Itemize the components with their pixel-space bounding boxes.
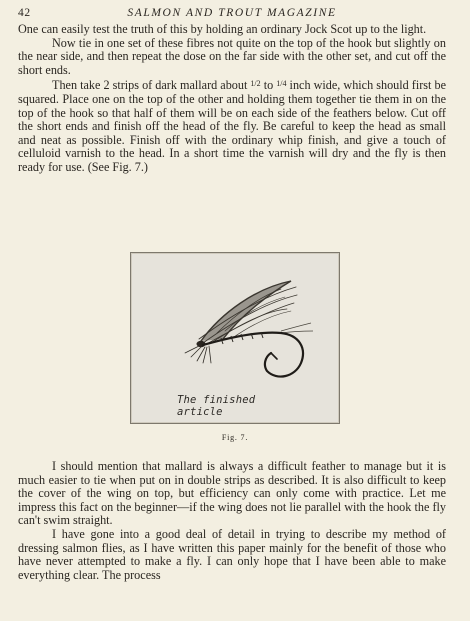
page-header: [18, 7, 446, 23]
paragraph-detail-method: I have gone into a good deal of detail in trying to describe my method of dressing salmon flies, as I have written this paper mainly for the benefit of those who have never attempted to make a fly. I can only hope that I have been able to make everything clear. The process: [18, 526, 446, 582]
page-number: 42: [18, 7, 31, 19]
figure-handwritten-label: The finished article: [177, 394, 256, 418]
paragraph-mallard-strips: [18, 77, 446, 174]
paragraph-tie-fibres: Now tie in one set of these fibres not quite on the top of the hook but slightly on the near side, and then repeat the dose on the far side with the other set, and cut off the short ends.: [18, 35, 446, 77]
figure-caption: Fig. 7.: [221, 433, 249, 442]
top-text-block: [18, 23, 446, 175]
mallard-text-end: inch wide, which should first be squared. Place one on the top of the other and holding them together tie them in on the top of the hook so that half of them will be on each side of the feathers below. Cut off the short ends and finish off the head of the fly. Be careful to keep the head as small and neat as possible. Finish off with the ordinary whip finish, and give a touch of celluloid varnish to the head. In a short time the varnish will dry and the fly is then ready for use. (See Fig. 7.): [18, 78, 446, 174]
bottom-text-block: [18, 460, 446, 582]
fraction-half: 1/2: [250, 79, 261, 89]
mallard-text-start: Then take 2 strips of dark mallard about: [52, 78, 251, 93]
running-title: SALMON AND TROUT MAGAZINE: [127, 7, 337, 19]
figure-fly-sketch: [130, 252, 340, 424]
fraction-quarter: 1/4: [276, 79, 287, 89]
mallard-text-to: to: [260, 78, 277, 93]
paragraph-mallard-difficult: I should mention that mallard is always a difficult feather to manage but it is much easier to tie when put on in double strips as described. It is also difficult to keep the cover of the wing on top, but efficiency can only come with practice. Let me impress this fact on the beginner—if the wing does not lie parallel with the hook the fly can't swim straight.: [18, 459, 446, 528]
paragraph-jock-scot: One can easily test the truth of this by holding an ordinary Jock Scot up to the light.: [18, 22, 427, 36]
